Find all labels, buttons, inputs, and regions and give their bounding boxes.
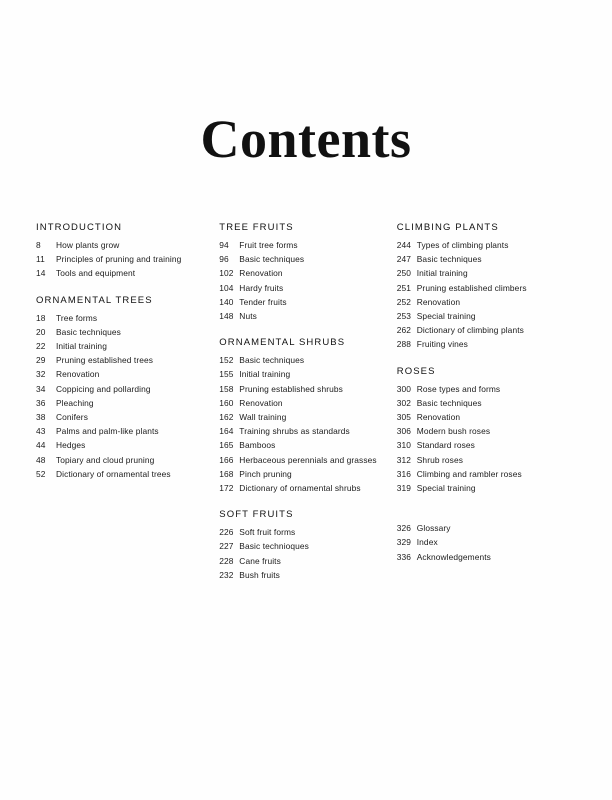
toc-page-number: 227 [219,541,234,552]
toc-entry[interactable] [219,438,388,452]
toc-entry[interactable] [397,281,574,295]
toc-entry-label: Pinch pruning [239,468,292,479]
toc-section [219,222,388,323]
toc-entry-label: Bush fruits [239,569,280,580]
toc-page-number: 250 [396,268,412,279]
toc-page-number: 252 [396,296,412,307]
toc-page-number: 164 [219,426,234,437]
toc-page-number: 168 [219,468,234,479]
toc-entry-label: Principles of pruning and training [56,254,182,265]
toc-entry[interactable] [397,535,574,549]
toc-entry-label: Basic techniques [416,397,482,408]
toc-entry[interactable] [219,467,388,481]
toc-page-number: 11 [36,254,45,265]
toc-entry[interactable] [397,309,574,323]
toc-page-number: 300 [396,383,412,394]
toc-entry[interactable] [36,396,211,410]
toc-entry-label: Hardy fruits [239,282,284,293]
toc-entry[interactable] [397,323,574,337]
toc-page-number: 316 [396,468,412,479]
toc-entry[interactable] [397,424,574,438]
contents-column-2 [219,222,396,596]
toc-entry-label: Hedges [56,440,86,451]
toc-entry-label: Tree forms [56,312,98,323]
toc-entry-label: Fruit tree forms [239,240,298,250]
toc-entry-label: Special training [416,483,476,494]
toc-page-number: 94 [219,240,229,250]
toc-entry-label: Acknowledgements [416,551,491,562]
toc-entry[interactable] [219,367,388,381]
toc-entry[interactable] [36,467,211,481]
section-heading: ORNAMENTAL TREES [36,294,153,306]
toc-entry-label: Basic techniques [56,326,121,337]
toc-page-number: 34 [36,383,46,394]
toc-entry-label: Training shrubs as standards [239,426,350,437]
toc-page-number: 22 [36,341,46,352]
toc-entry[interactable] [397,410,574,424]
toc-entry-label: Special training [416,311,476,322]
toc-page-number: 244 [396,240,412,250]
toc-entry-label: Cane fruits [239,555,281,566]
toc-entry-label: Basic technioques [239,541,309,552]
toc-entry-label: Dictionary of climbing plants [416,325,524,336]
toc-entry[interactable] [219,281,388,295]
toc-entry[interactable] [397,438,574,452]
toc-page-number: 226 [219,527,234,538]
toc-entry[interactable] [397,467,574,481]
toc-page-number: 148 [219,311,234,322]
toc-entry[interactable] [219,481,388,495]
contents-columns [36,222,582,596]
toc-page-number: 29 [36,355,46,366]
toc-page-number: 319 [396,483,412,494]
section-heading: INTRODUCTION [36,222,123,233]
toc-entry[interactable] [36,252,211,266]
toc-entry[interactable] [397,382,574,396]
toc-entry-label: Dictionary of ornamental trees [56,468,171,479]
toc-entry[interactable] [219,238,388,252]
toc-page-number: 96 [219,254,229,265]
toc-entry[interactable] [36,367,211,381]
toc-entry[interactable] [219,266,388,280]
toc-entry[interactable] [397,396,574,410]
toc-page-number: 253 [396,311,412,322]
toc-entry[interactable] [397,481,574,495]
toc-section [36,295,211,481]
toc-page-number: 102 [219,268,234,279]
contents-column-1 [36,222,219,596]
toc-entry-label: Basic techniques [239,355,305,366]
toc-entry[interactable] [36,311,211,325]
toc-entry[interactable] [397,521,574,535]
toc-entry[interactable] [36,410,211,424]
toc-entry-label: Palms and palm-like plants [56,426,159,437]
toc-entry-label: Basic techniques [416,254,482,265]
toc-section [219,337,388,495]
toc-page-number: 155 [219,369,234,380]
toc-entry[interactable] [219,396,388,410]
toc-page-number: 165 [219,440,234,451]
toc-entry-label: Pruning established climbers [416,282,527,293]
toc-page-number: 326 [396,523,412,534]
section-heading: SOFT FRUITS [219,509,294,521]
toc-entry[interactable] [219,353,388,367]
toc-entry-label: Bamboos [239,440,276,451]
toc-entry[interactable] [36,453,211,467]
toc-entry[interactable] [36,382,211,396]
toc-entry[interactable] [36,325,211,339]
toc-entry[interactable] [219,525,388,539]
section-spacer [397,509,574,521]
toc-entry-label: Initial training [56,341,107,352]
toc-entry-label: Topiary and cloud pruning [56,454,155,465]
toc-page-number: 336 [396,551,412,562]
toc-entry[interactable] [219,382,388,396]
toc-page-number: 228 [219,555,234,566]
section-heading: ORNAMENTAL SHRUBS [219,337,346,349]
toc-page-number: 32 [36,369,46,380]
toc-entry-label: Index [416,537,438,548]
toc-entry[interactable] [397,266,574,280]
toc-entry[interactable] [219,554,388,568]
toc-entry[interactable] [36,353,211,367]
toc-entry-label: Renovation [239,397,283,408]
toc-entry[interactable] [219,453,388,467]
toc-page-number: 140 [219,296,234,307]
toc-page-number: 162 [219,412,234,423]
toc-page-number: 44 [36,440,46,451]
toc-page-number: 14 [36,268,46,279]
toc-section [397,366,574,496]
toc-section-backmatter [397,521,574,564]
toc-page-number: 20 [36,326,46,337]
toc-entry-label: Renovation [239,268,283,279]
toc-entry[interactable] [219,410,388,424]
contents-column-3 [397,222,582,596]
toc-entry-label: Renovation [56,369,100,380]
toc-page-number: 302 [396,397,412,408]
toc-entry-label: Renovation [416,412,461,423]
toc-page-number: 18 [36,312,46,323]
section-heading: ROSES [396,365,436,377]
toc-page-number: 172 [219,483,234,494]
toc-entry[interactable] [219,424,388,438]
toc-page-number: 329 [396,537,412,548]
section-heading: TREE FRUITS [219,222,294,233]
toc-entry[interactable] [397,295,574,309]
toc-entry[interactable] [219,568,388,582]
toc-entry-label: Standard roses [416,440,475,451]
toc-entry-label: Nuts [239,311,257,322]
toc-entry[interactable] [219,539,388,553]
toc-entry[interactable] [397,337,574,351]
toc-page-number: 166 [219,454,234,465]
toc-entry[interactable] [397,550,574,564]
toc-page-number: 232 [219,569,234,580]
toc-page-number: 8 [36,240,41,250]
toc-entry[interactable] [36,424,211,438]
toc-entry[interactable] [397,238,574,252]
toc-page-number: 152 [219,355,234,366]
toc-page-number: 48 [36,454,46,465]
toc-page-number: 312 [396,454,412,465]
toc-section [219,509,388,582]
toc-entry-label: Wall training [239,412,287,423]
toc-entry-label: How plants grow [56,240,120,250]
toc-page-number: 36 [36,397,46,408]
toc-entry-label: Modern bush roses [416,426,491,437]
toc-entry[interactable] [36,266,211,280]
toc-entry[interactable] [36,238,211,252]
toc-entry[interactable] [397,252,574,266]
toc-entry-label: Pruning established shrubs [239,383,343,394]
toc-section [397,222,574,352]
toc-page-number: 247 [396,254,412,265]
page-title: Contents [200,109,412,169]
toc-entry[interactable] [36,339,211,353]
toc-entry-label: Coppicing and pollarding [56,383,151,394]
toc-page-number: 104 [219,282,234,293]
toc-entry-label: Initial training [416,268,468,279]
toc-page-number: 38 [36,412,46,423]
toc-entry-label: Soft fruit forms [239,527,296,538]
toc-page-number: 158 [219,383,234,394]
toc-page-number: 160 [219,397,234,408]
toc-entry-label: Pruning established trees [56,355,154,366]
toc-page-number: 310 [396,440,412,451]
toc-entry-label: Rose types and forms [416,383,501,394]
toc-entry-label: Tools and equipment [56,268,136,279]
toc-entry[interactable] [219,295,388,309]
toc-page-number: 52 [36,468,46,479]
toc-page-number: 305 [396,412,412,423]
toc-entry[interactable] [219,252,388,266]
toc-entry-label: Renovation [416,296,461,307]
toc-entry-label: Dictionary of ornamental shrubs [239,483,361,494]
toc-entry-label: Climbing and rambler roses [416,468,522,479]
section-heading: CLIMBING PLANTS [396,222,499,233]
toc-entry-label: Initial training [239,369,291,380]
toc-page-number: 43 [36,426,46,437]
toc-entry-label: Pleaching [56,397,94,408]
toc-entry-label: Fruiting vines [416,339,468,350]
toc-entry-label: Herbaceous perennials and grasses [239,454,377,465]
toc-entry[interactable] [219,309,388,323]
toc-page-number: 306 [396,426,412,437]
toc-entry[interactable] [397,453,574,467]
toc-entry-label: Types of climbing plants [416,240,509,250]
toc-entry-label: Tender fruits [239,296,287,307]
toc-entry-label: Basic techniques [239,254,305,265]
toc-entry-label: Conifers [56,412,88,423]
toc-section [36,222,211,281]
toc-page-number: 251 [396,282,412,293]
toc-entry[interactable] [36,438,211,452]
toc-page-number: 262 [396,325,412,336]
toc-entry-label: Glossary [416,523,451,534]
toc-page-number: 288 [396,339,412,350]
toc-entry-label: Shrub roses [416,454,464,465]
